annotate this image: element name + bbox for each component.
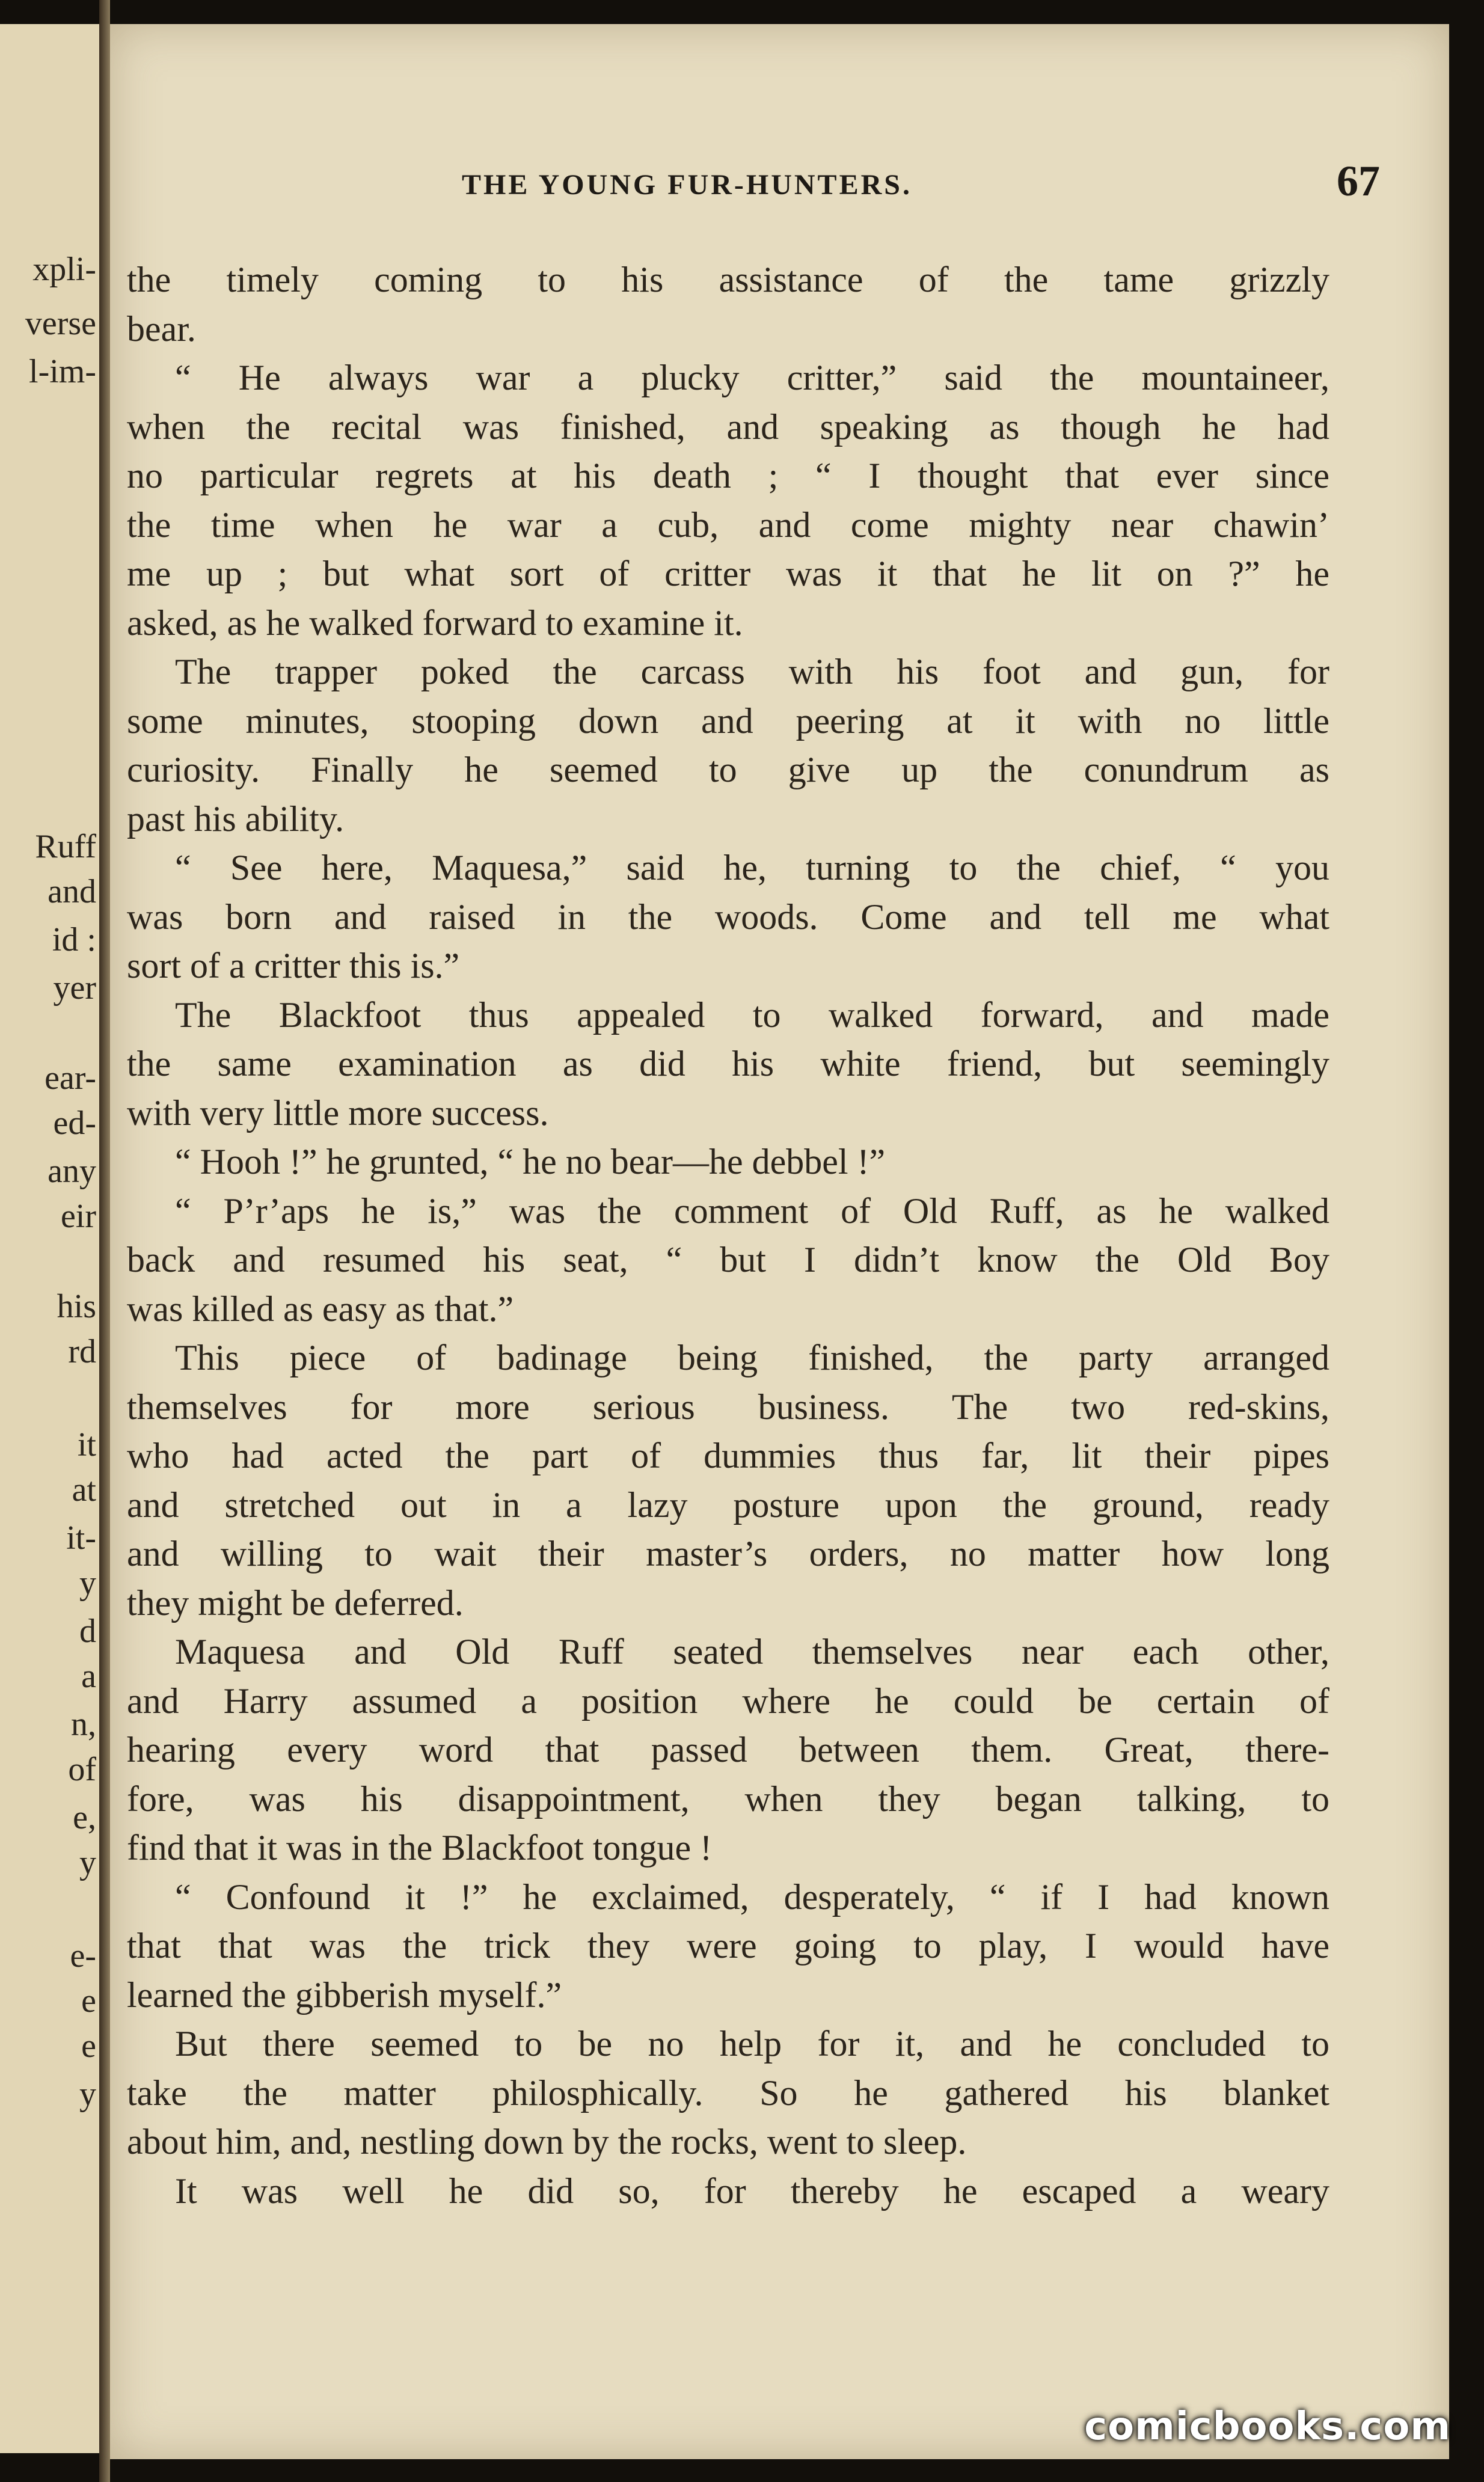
text-line: me up ; but what sort of critter was it that he lit on ?” he [127,554,1329,593]
previous-page-fragment: l-im- [29,353,96,390]
running-title: THE YOUNG FUR-HUNTERS. [462,169,912,201]
text-line: about him, and, nestling down by the rocks, went to sleep. [127,2122,967,2162]
text-line: was killed as easy as that.” [127,1288,514,1329]
text-line: Maquesa and Old Ruff seated themselves near each other, [175,1632,1329,1672]
text-line: with very little more success. [127,1092,549,1133]
text-line: The Blackfoot thus appealed to walked forward, and made [175,994,1329,1035]
text-line: and Harry assumed a position where he could be certain of [127,1681,1329,1721]
text-line: some minutes, stooping down and peering at it with no little [127,700,1329,741]
text-line: the time when he war a cub, and come mighty near chawin’ [127,504,1329,545]
book-gutter [99,0,110,2482]
previous-page-fragment: ed- [53,1105,96,1142]
previous-page-fragment: id : [52,921,96,958]
previous-page-fragment: e, [73,1799,96,1836]
previous-page-fragment: of [68,1751,96,1788]
text-line: fore, was his disappointment, when they began talking, to [127,1779,1329,1819]
body-text [127,256,1329,2216]
text-line: and stretched out in a lazy posture upon the ground, ready [127,1485,1329,1525]
text-line: “ Hooh !” he grunted, “ he no bear—he debbel !” [175,1142,886,1181]
previous-page-fragment: y [79,1564,96,1602]
previous-page-fragment: it [77,1426,96,1463]
book-page [110,24,1449,2459]
previous-page-fragment: any [48,1153,96,1190]
text-line: sort of a critter this is.” [127,946,460,985]
previous-page-fragment: ear- [44,1059,96,1097]
text-line: that that was the trick they were going to play, I would have [127,1926,1329,1966]
previous-page-fragment: and [48,873,96,910]
text-line: learned the gibberish myself.” [127,1975,562,2015]
text-line: curiosity. Finally he seemed to give up the conundrum as [127,750,1329,789]
text-line: take the matter philosphically. So he gathered his blanket [127,2073,1329,2113]
text-line: “ See here, Maquesa,” said he, turning to the chief, “ you [175,848,1329,887]
previous-page-fragment: xpli- [32,251,96,288]
text-line: “ P’r’aps he is,” was the comment of Old Ruff, as he walked [175,1190,1329,1231]
text-line: It was well he did so, for thereby he escaped a weary [175,2171,1329,2211]
text-line: This piece of badinage being finished, the party arranged [175,1338,1329,1377]
text-line: past his ability. [127,798,345,839]
previous-page-fragment: e- [70,1937,96,1975]
text-line: bear. [127,308,196,349]
previous-page-fragment: d [79,1613,96,1650]
text-line: and willing to wait their master’s orders, no matter how long [127,1534,1329,1573]
text-line: themselves for more serious business. The two red-skins, [127,1387,1329,1427]
previous-page-fragment: his [57,1288,96,1325]
previous-page-fragment: y [79,2076,96,2113]
text-line: the same examination as did his white friend, but seemingly [127,1044,1329,1083]
text-line: back and resumed his seat, “ but I didn’t know the Old Boy [127,1240,1329,1279]
previous-page-fragment: a [81,1658,96,1695]
text-line: “ Confound it !” he exclaimed, desperately, “ if I had known [175,1877,1329,1917]
previous-page-fragment: e [81,2027,96,2065]
previous-page-fragment: Ruff [35,828,96,865]
text-line: they might be deferred. [127,1583,464,1623]
previous-page-fragment: y [79,1844,96,1881]
previous-page-fragment: e [81,1982,96,2020]
text-line: who had acted the part of dummies thus far, lit their pipes [127,1436,1329,1475]
previous-page-fragment: eir [60,1198,96,1235]
page-number: 67 [1337,157,1380,205]
previous-page-fragment: at [72,1471,96,1509]
page-header [110,156,1449,210]
previous-page-fragment: rd [68,1333,96,1370]
watermark: comicbooks.com [1084,2404,1451,2449]
text-line: when the recital was finished, and speaking as though he had [127,406,1329,447]
text-line: find that it was in the Blackfoot tongue ! [127,1828,713,1868]
text-line: The trapper poked the carcass with his foot and gun, for [175,652,1329,691]
text-line: hearing every word that passed between them. Great, there- [127,1730,1329,1770]
previous-page-fragment: yer [53,969,96,1007]
previous-page-fragment: verse [25,305,96,342]
text-line: “ He always war a plucky critter,” said the mountaineer, [175,358,1329,397]
text-line: the timely coming to his assistance of the tame grizzly [127,260,1329,299]
previous-page-fragment: n, [71,1706,96,1743]
text-line: no particular regrets at his death ; “ I thought that ever since [127,456,1329,495]
text-line: was born and raised in the woods. Come and tell me what [127,896,1329,937]
text-line: asked, as he walked forward to examine it. [127,602,743,643]
previous-page-edge [0,24,103,2453]
text-line: But there seemed to be no help for it, and he concluded to [175,2024,1329,2064]
previous-page-fragment: it- [66,1519,96,1557]
